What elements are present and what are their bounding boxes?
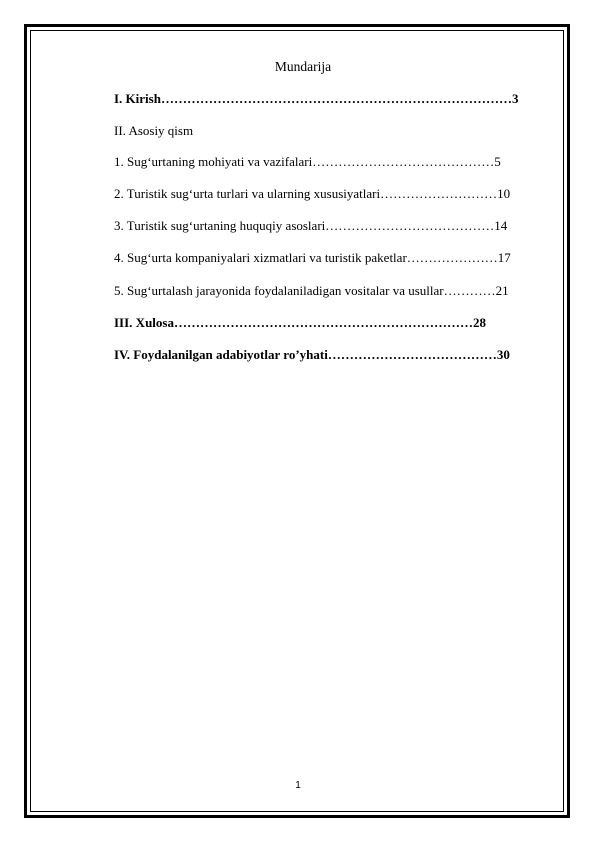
toc-item-xulosa: III. Xulosa……………………………………………………………28 [114, 315, 486, 330]
document-title: Mundarija [274, 59, 332, 74]
toc-item-4: 4. Sug‘urta kompaniyalari xizmatlari va turistik paketlar…………………17 [114, 250, 511, 265]
toc-item-asosiy-qism: II. Asosiy qism [114, 123, 194, 138]
toc-item-1: 1. Sug‘urtaning mohiyati va vazifalari……………………………………5 [114, 154, 501, 169]
toc-item-2: 2. Turistik sug‘urta turlari va ularning xususiyatlari………………………10 [114, 186, 511, 201]
page-border-inner [30, 30, 564, 812]
toc-item-5: 5. Sug‘urtalash jarayonida foydalaniladigan vositalar va usullar…………21 [114, 283, 509, 298]
page-number: 1 [295, 780, 301, 791]
toc-item-3: 3. Turistik sug‘urtaning huquqiy asoslari…………………………………14 [114, 218, 508, 233]
toc-item-kirish: I. Kirish………………………………………………………………………3 [114, 91, 519, 106]
toc-item-adabiyotlar: IV. Foydalanilgan adabiyotlar ro’yhati…………………………………30 [114, 347, 510, 362]
